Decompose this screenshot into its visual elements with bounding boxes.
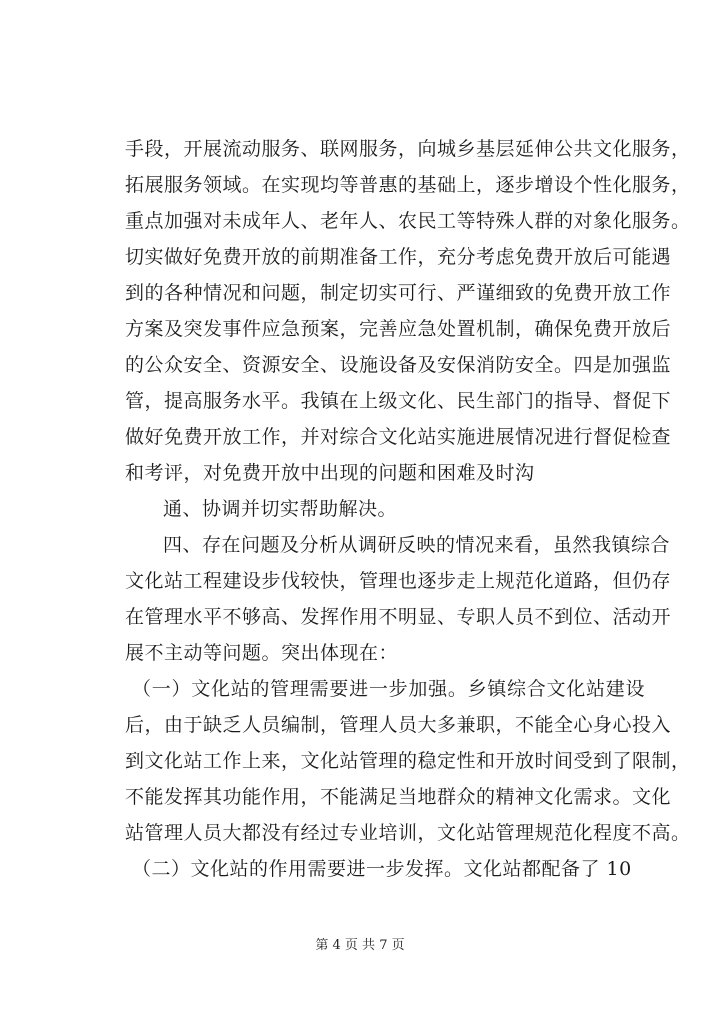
text-line: 不能发挥其功能作用，不能满足当地群众的精神文化需求。文化 (125, 786, 672, 808)
text-line: 手段，开展流动服务、联网服务，向城乡基层延伸公共文化服务， (125, 138, 691, 160)
text-line: 到的各种情况和问题，制定切实可行、严谨细致的免费开放工作 (125, 282, 672, 304)
page-footer: 第 4 页 共 7 页 (315, 938, 405, 953)
text-line: 展不主动等问题。突出体现在： (125, 642, 399, 664)
text-line: 的公众安全、资源安全、设施设备及安保消防安全。四是加强监 (125, 354, 672, 376)
text-line: 重点加强对未成年人、老年人、农民工等特殊人群的对象化服务。 (125, 210, 691, 232)
text-line: 四、存在问题及分析从调研反映的情况来看，虽然我镇综合 (163, 534, 671, 556)
text-line: 管，提高服务水平。我镇在上级文化、民生部门的指导、督促下 (125, 390, 672, 412)
text-line: 通、协调并切实帮助解决。 (163, 498, 398, 520)
text-line: 站管理人员大都没有经过专业培训，文化站管理规范化程度不高。 (125, 822, 691, 844)
text-line: 到文化站工作上来，文化站管理的稳定性和开放时间受到了限制， (125, 750, 691, 772)
text-line: 方案及突发事件应急预案，完善应急处置机制，确保免费开放后 (125, 318, 672, 340)
text-line: （二）文化站的作用需要进一步发挥。文化站都配备了 10 (132, 858, 632, 880)
text-line: 文化站工程建设步伐较快，管理也逐步走上规范化道路，但仍存 (125, 570, 672, 592)
text-line: 做好免费开放工作，并对综合文化站实施进展情况进行督促检查 (125, 426, 672, 448)
text-line: 切实做好免费开放的前期准备工作，充分考虑免费开放后可能遇 (125, 246, 672, 268)
text-line: 在管理水平不够高、发挥作用不明显、专职人员不到位、活动开 (125, 606, 672, 628)
text-line: 后，由于缺乏人员编制，管理人员大多兼职，不能全心身心投入 (125, 714, 672, 736)
text-line: （一）文化站的管理需要进一步加强。乡镇综合文化站建设 (132, 678, 645, 700)
text-line: 和考评，对免费开放中出现的问题和困难及时沟 (125, 462, 535, 484)
text-line: 拓展服务领域。在实现均等普惠的基础上，逐步增设个性化服务， (125, 174, 691, 196)
